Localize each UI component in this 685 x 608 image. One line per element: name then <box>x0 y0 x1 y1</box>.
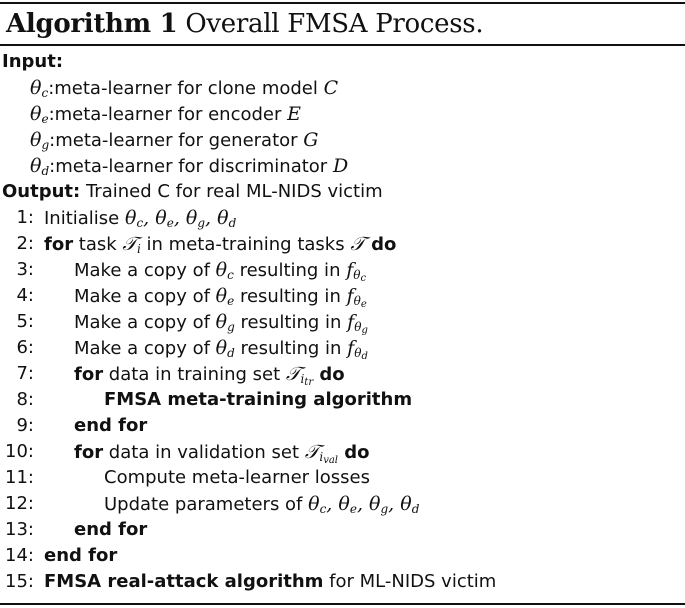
algorithm-caption: Overall FMSA Process. <box>185 9 484 39</box>
algorithm-title <box>6 6 483 42</box>
header-rule <box>0 44 685 46</box>
bottom-rule <box>0 603 685 605</box>
output-text: Trained C for real ML-NIDS victim <box>80 181 383 202</box>
input-keyword: Input: <box>2 51 64 72</box>
top-rule <box>0 2 685 4</box>
algorithm-label: Algorithm 1 <box>6 9 178 39</box>
output-keyword: Output: <box>2 181 81 202</box>
